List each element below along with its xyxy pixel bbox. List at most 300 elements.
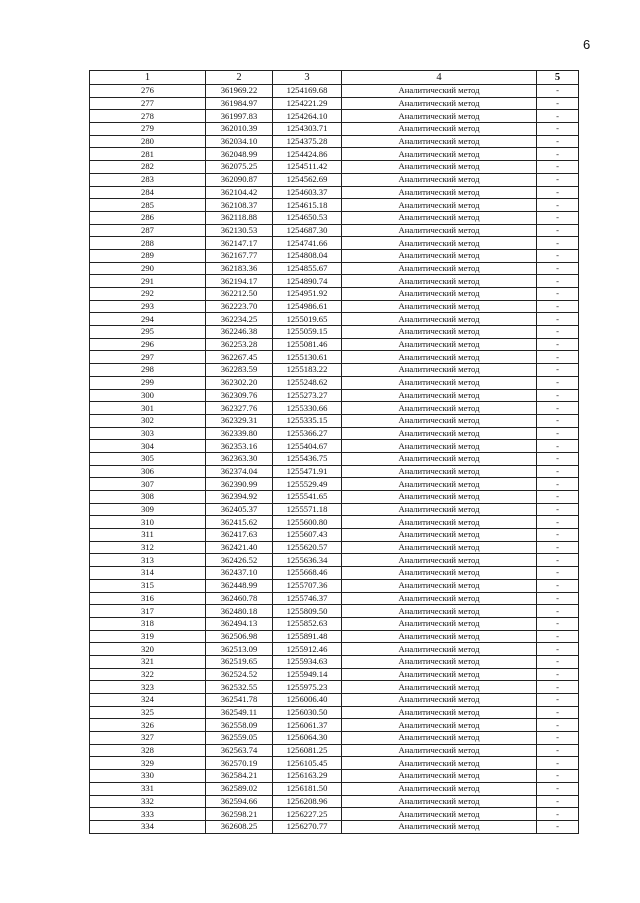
x-coordinate-cell: 362108.37 xyxy=(206,199,273,212)
method-cell: Аналитический метод xyxy=(342,440,537,453)
x-coordinate-cell: 362104.42 xyxy=(206,186,273,199)
table-row xyxy=(90,554,579,567)
table-row xyxy=(90,262,579,275)
method-cell: Аналитический метод xyxy=(342,554,537,567)
accuracy-cell: - xyxy=(537,148,579,161)
table-row xyxy=(90,389,579,402)
x-coordinate-cell: 362394.92 xyxy=(206,491,273,504)
point-number-cell: 315 xyxy=(90,579,206,592)
method-cell: Аналитический метод xyxy=(342,694,537,707)
table-row xyxy=(90,643,579,656)
point-number-cell: 283 xyxy=(90,173,206,186)
table-row xyxy=(90,592,579,605)
y-coordinate-cell: 1256181.50 xyxy=(273,782,342,795)
point-number-cell: 321 xyxy=(90,655,206,668)
method-cell: Аналитический метод xyxy=(342,173,537,186)
x-coordinate-cell: 362147.17 xyxy=(206,237,273,250)
table-row xyxy=(90,605,579,618)
table-row xyxy=(90,148,579,161)
table-row xyxy=(90,655,579,668)
point-number-cell: 327 xyxy=(90,732,206,745)
accuracy-cell: - xyxy=(537,795,579,808)
accuracy-cell: - xyxy=(537,351,579,364)
table-row xyxy=(90,668,579,681)
table-row xyxy=(90,770,579,783)
y-coordinate-cell: 1256270.77 xyxy=(273,820,342,833)
point-number-cell: 299 xyxy=(90,376,206,389)
accuracy-cell: - xyxy=(537,326,579,339)
x-coordinate-cell: 361984.97 xyxy=(206,97,273,110)
x-coordinate-cell: 362559.05 xyxy=(206,732,273,745)
accuracy-cell: - xyxy=(537,275,579,288)
table-row xyxy=(90,516,579,529)
point-number-cell: 295 xyxy=(90,326,206,339)
method-cell: Аналитический метод xyxy=(342,211,537,224)
y-coordinate-cell: 1255248.62 xyxy=(273,376,342,389)
x-coordinate-cell: 362448.99 xyxy=(206,579,273,592)
header-point-number: 1 xyxy=(90,71,206,85)
y-coordinate-cell: 1254808.04 xyxy=(273,249,342,262)
accuracy-cell: - xyxy=(537,135,579,148)
y-coordinate-cell: 1255541.65 xyxy=(273,491,342,504)
accuracy-cell: - xyxy=(537,706,579,719)
table-row xyxy=(90,326,579,339)
method-cell: Аналитический метод xyxy=(342,617,537,630)
method-cell: Аналитический метод xyxy=(342,744,537,757)
table-row xyxy=(90,681,579,694)
accuracy-cell: - xyxy=(537,567,579,580)
y-coordinate-cell: 1255436.75 xyxy=(273,452,342,465)
accuracy-cell: - xyxy=(537,376,579,389)
accuracy-cell: - xyxy=(537,770,579,783)
point-number-cell: 333 xyxy=(90,808,206,821)
table-row xyxy=(90,491,579,504)
point-number-cell: 297 xyxy=(90,351,206,364)
method-cell: Аналитический метод xyxy=(342,186,537,199)
point-number-cell: 310 xyxy=(90,516,206,529)
x-coordinate-cell: 362584.21 xyxy=(206,770,273,783)
accuracy-cell: - xyxy=(537,516,579,529)
x-coordinate-cell: 362541.78 xyxy=(206,694,273,707)
x-coordinate-cell: 362253.28 xyxy=(206,338,273,351)
accuracy-cell: - xyxy=(537,605,579,618)
method-cell: Аналитический метод xyxy=(342,579,537,592)
x-coordinate-cell: 362010.39 xyxy=(206,123,273,136)
y-coordinate-cell: 1255366.27 xyxy=(273,427,342,440)
y-coordinate-cell: 1254951.92 xyxy=(273,288,342,301)
y-coordinate-cell: 1254603.37 xyxy=(273,186,342,199)
table-row xyxy=(90,744,579,757)
table-row xyxy=(90,795,579,808)
y-coordinate-cell: 1255949.14 xyxy=(273,668,342,681)
x-coordinate-cell: 362090.87 xyxy=(206,173,273,186)
y-coordinate-cell: 1255668.46 xyxy=(273,567,342,580)
x-coordinate-cell: 362594.66 xyxy=(206,795,273,808)
accuracy-cell: - xyxy=(537,402,579,415)
x-coordinate-cell: 361969.22 xyxy=(206,85,273,98)
accuracy-cell: - xyxy=(537,630,579,643)
method-cell: Аналитический метод xyxy=(342,491,537,504)
method-cell: Аналитический метод xyxy=(342,402,537,415)
method-cell: Аналитический метод xyxy=(342,782,537,795)
x-coordinate-cell: 362309.76 xyxy=(206,389,273,402)
point-number-cell: 304 xyxy=(90,440,206,453)
accuracy-cell: - xyxy=(537,478,579,491)
y-coordinate-cell: 1256081.25 xyxy=(273,744,342,757)
y-coordinate-cell: 1255707.36 xyxy=(273,579,342,592)
accuracy-cell: - xyxy=(537,110,579,123)
method-cell: Аналитический метод xyxy=(342,364,537,377)
x-coordinate-cell: 362302.20 xyxy=(206,376,273,389)
x-coordinate-cell: 362598.21 xyxy=(206,808,273,821)
point-number-cell: 276 xyxy=(90,85,206,98)
method-cell: Аналитический метод xyxy=(342,427,537,440)
table-row xyxy=(90,808,579,821)
accuracy-cell: - xyxy=(537,414,579,427)
y-coordinate-cell: 1255852.63 xyxy=(273,617,342,630)
table-row xyxy=(90,694,579,707)
point-number-cell: 313 xyxy=(90,554,206,567)
x-coordinate-cell: 362183.36 xyxy=(206,262,273,275)
table-row xyxy=(90,617,579,630)
point-number-cell: 312 xyxy=(90,541,206,554)
accuracy-cell: - xyxy=(537,554,579,567)
point-number-cell: 323 xyxy=(90,681,206,694)
y-coordinate-cell: 1255746.37 xyxy=(273,592,342,605)
y-coordinate-cell: 1255809.50 xyxy=(273,605,342,618)
method-cell: Аналитический метод xyxy=(342,757,537,770)
point-number-cell: 322 xyxy=(90,668,206,681)
accuracy-cell: - xyxy=(537,300,579,313)
x-coordinate-cell: 362524.52 xyxy=(206,668,273,681)
table-row xyxy=(90,427,579,440)
method-cell: Аналитический метод xyxy=(342,148,537,161)
y-coordinate-cell: 1254264.10 xyxy=(273,110,342,123)
x-coordinate-cell: 362563.74 xyxy=(206,744,273,757)
y-coordinate-cell: 1255404.67 xyxy=(273,440,342,453)
table-row xyxy=(90,440,579,453)
y-coordinate-cell: 1254303.71 xyxy=(273,123,342,136)
x-coordinate-cell: 362480.18 xyxy=(206,605,273,618)
accuracy-cell: - xyxy=(537,237,579,250)
point-number-cell: 319 xyxy=(90,630,206,643)
method-cell: Аналитический метод xyxy=(342,770,537,783)
y-coordinate-cell: 1254615.18 xyxy=(273,199,342,212)
point-number-cell: 306 xyxy=(90,465,206,478)
table-row xyxy=(90,351,579,364)
accuracy-cell: - xyxy=(537,820,579,833)
method-cell: Аналитический метод xyxy=(342,249,537,262)
table-row xyxy=(90,186,579,199)
method-cell: Аналитический метод xyxy=(342,326,537,339)
point-number-cell: 282 xyxy=(90,161,206,174)
method-cell: Аналитический метод xyxy=(342,199,537,212)
table-row xyxy=(90,478,579,491)
table-row xyxy=(90,503,579,516)
x-coordinate-cell: 362212.50 xyxy=(206,288,273,301)
accuracy-cell: - xyxy=(537,313,579,326)
x-coordinate-cell: 362167.77 xyxy=(206,249,273,262)
method-cell: Аналитический метод xyxy=(342,414,537,427)
table-row xyxy=(90,782,579,795)
x-coordinate-cell: 362327.76 xyxy=(206,402,273,415)
method-cell: Аналитический метод xyxy=(342,630,537,643)
accuracy-cell: - xyxy=(537,85,579,98)
point-number-cell: 316 xyxy=(90,592,206,605)
method-cell: Аналитический метод xyxy=(342,820,537,833)
method-cell: Аналитический метод xyxy=(342,452,537,465)
page-number: 6 xyxy=(583,37,591,52)
x-coordinate-cell: 362267.45 xyxy=(206,351,273,364)
point-number-cell: 301 xyxy=(90,402,206,415)
x-coordinate-cell: 362589.02 xyxy=(206,782,273,795)
point-number-cell: 332 xyxy=(90,795,206,808)
table-row xyxy=(90,579,579,592)
y-coordinate-cell: 1254511.42 xyxy=(273,161,342,174)
y-coordinate-cell: 1255636.34 xyxy=(273,554,342,567)
point-number-cell: 290 xyxy=(90,262,206,275)
table-row xyxy=(90,161,579,174)
accuracy-cell: - xyxy=(537,643,579,656)
method-cell: Аналитический метод xyxy=(342,478,537,491)
x-coordinate-cell: 362549.11 xyxy=(206,706,273,719)
table-row xyxy=(90,224,579,237)
point-number-cell: 287 xyxy=(90,224,206,237)
method-cell: Аналитический метод xyxy=(342,706,537,719)
header-accuracy: 5 xyxy=(537,71,579,85)
table-row xyxy=(90,364,579,377)
table-row xyxy=(90,719,579,732)
y-coordinate-cell: 1255335.15 xyxy=(273,414,342,427)
accuracy-cell: - xyxy=(537,782,579,795)
accuracy-cell: - xyxy=(537,186,579,199)
y-coordinate-cell: 1254741.66 xyxy=(273,237,342,250)
y-coordinate-cell: 1256105.45 xyxy=(273,757,342,770)
point-number-cell: 311 xyxy=(90,529,206,542)
table-row xyxy=(90,529,579,542)
table-row xyxy=(90,452,579,465)
accuracy-cell: - xyxy=(537,224,579,237)
y-coordinate-cell: 1254687.30 xyxy=(273,224,342,237)
y-coordinate-cell: 1254375.28 xyxy=(273,135,342,148)
method-cell: Аналитический метод xyxy=(342,288,537,301)
table-row xyxy=(90,402,579,415)
x-coordinate-cell: 362532.55 xyxy=(206,681,273,694)
table-row xyxy=(90,541,579,554)
y-coordinate-cell: 1256030.50 xyxy=(273,706,342,719)
method-cell: Аналитический метод xyxy=(342,719,537,732)
point-number-cell: 325 xyxy=(90,706,206,719)
table-row xyxy=(90,199,579,212)
table-row xyxy=(90,123,579,136)
x-coordinate-cell: 362329.31 xyxy=(206,414,273,427)
point-number-cell: 280 xyxy=(90,135,206,148)
x-coordinate-cell: 362390.99 xyxy=(206,478,273,491)
method-cell: Аналитический метод xyxy=(342,643,537,656)
y-coordinate-cell: 1255273.27 xyxy=(273,389,342,402)
method-cell: Аналитический метод xyxy=(342,97,537,110)
y-coordinate-cell: 1255975.23 xyxy=(273,681,342,694)
x-coordinate-cell: 362570.19 xyxy=(206,757,273,770)
x-coordinate-cell: 362421.40 xyxy=(206,541,273,554)
method-cell: Аналитический метод xyxy=(342,123,537,136)
header-method: 4 xyxy=(342,71,537,85)
table-row xyxy=(90,237,579,250)
table-row xyxy=(90,110,579,123)
point-number-cell: 284 xyxy=(90,186,206,199)
point-number-cell: 324 xyxy=(90,694,206,707)
accuracy-cell: - xyxy=(537,249,579,262)
accuracy-cell: - xyxy=(537,529,579,542)
point-number-cell: 314 xyxy=(90,567,206,580)
point-number-cell: 289 xyxy=(90,249,206,262)
accuracy-cell: - xyxy=(537,364,579,377)
y-coordinate-cell: 1255183.22 xyxy=(273,364,342,377)
x-coordinate-cell: 362118.88 xyxy=(206,211,273,224)
y-coordinate-cell: 1254890.74 xyxy=(273,275,342,288)
method-cell: Аналитический метод xyxy=(342,503,537,516)
x-coordinate-cell: 362415.62 xyxy=(206,516,273,529)
method-cell: Аналитический метод xyxy=(342,668,537,681)
method-cell: Аналитический метод xyxy=(342,110,537,123)
point-number-cell: 291 xyxy=(90,275,206,288)
accuracy-cell: - xyxy=(537,719,579,732)
x-coordinate-cell: 362075.25 xyxy=(206,161,273,174)
accuracy-cell: - xyxy=(537,617,579,630)
method-cell: Аналитический метод xyxy=(342,516,537,529)
accuracy-cell: - xyxy=(537,808,579,821)
method-cell: Аналитический метод xyxy=(342,300,537,313)
accuracy-cell: - xyxy=(537,503,579,516)
x-coordinate-cell: 362374.04 xyxy=(206,465,273,478)
point-number-cell: 302 xyxy=(90,414,206,427)
point-number-cell: 296 xyxy=(90,338,206,351)
method-cell: Аналитический метод xyxy=(342,351,537,364)
y-coordinate-cell: 1254855.67 xyxy=(273,262,342,275)
table-row xyxy=(90,757,579,770)
header-x-coordinate: 2 xyxy=(206,71,273,85)
point-number-cell: 329 xyxy=(90,757,206,770)
point-number-cell: 294 xyxy=(90,313,206,326)
x-coordinate-cell: 362130.53 xyxy=(206,224,273,237)
accuracy-cell: - xyxy=(537,732,579,745)
y-coordinate-cell: 1255571.18 xyxy=(273,503,342,516)
x-coordinate-cell: 362234.25 xyxy=(206,313,273,326)
y-coordinate-cell: 1256227.25 xyxy=(273,808,342,821)
point-number-cell: 334 xyxy=(90,820,206,833)
point-number-cell: 303 xyxy=(90,427,206,440)
accuracy-cell: - xyxy=(537,452,579,465)
accuracy-cell: - xyxy=(537,123,579,136)
accuracy-cell: - xyxy=(537,655,579,668)
accuracy-cell: - xyxy=(537,465,579,478)
header-y-coordinate: 3 xyxy=(273,71,342,85)
point-number-cell: 288 xyxy=(90,237,206,250)
table-header xyxy=(90,71,579,85)
method-cell: Аналитический метод xyxy=(342,808,537,821)
table-row xyxy=(90,300,579,313)
method-cell: Аналитический метод xyxy=(342,338,537,351)
table-row xyxy=(90,211,579,224)
accuracy-cell: - xyxy=(537,427,579,440)
x-coordinate-cell: 362405.37 xyxy=(206,503,273,516)
accuracy-cell: - xyxy=(537,491,579,504)
x-coordinate-cell: 362460.78 xyxy=(206,592,273,605)
accuracy-cell: - xyxy=(537,757,579,770)
table-row xyxy=(90,173,579,186)
point-number-cell: 279 xyxy=(90,123,206,136)
table-row xyxy=(90,135,579,148)
y-coordinate-cell: 1255471.91 xyxy=(273,465,342,478)
point-number-cell: 277 xyxy=(90,97,206,110)
accuracy-cell: - xyxy=(537,541,579,554)
y-coordinate-cell: 1255019.65 xyxy=(273,313,342,326)
table-row xyxy=(90,567,579,580)
accuracy-cell: - xyxy=(537,173,579,186)
table-row xyxy=(90,275,579,288)
x-coordinate-cell: 362194.17 xyxy=(206,275,273,288)
x-coordinate-cell: 362608.25 xyxy=(206,820,273,833)
y-coordinate-cell: 1255600.80 xyxy=(273,516,342,529)
y-coordinate-cell: 1256163.29 xyxy=(273,770,342,783)
accuracy-cell: - xyxy=(537,288,579,301)
x-coordinate-cell: 362363.30 xyxy=(206,452,273,465)
method-cell: Аналитический метод xyxy=(342,605,537,618)
table-row xyxy=(90,414,579,427)
accuracy-cell: - xyxy=(537,338,579,351)
method-cell: Аналитический метод xyxy=(342,567,537,580)
accuracy-cell: - xyxy=(537,579,579,592)
point-number-cell: 309 xyxy=(90,503,206,516)
accuracy-cell: - xyxy=(537,592,579,605)
point-number-cell: 292 xyxy=(90,288,206,301)
y-coordinate-cell: 1254221.29 xyxy=(273,97,342,110)
accuracy-cell: - xyxy=(537,694,579,707)
accuracy-cell: - xyxy=(537,199,579,212)
point-number-cell: 281 xyxy=(90,148,206,161)
accuracy-cell: - xyxy=(537,389,579,402)
accuracy-cell: - xyxy=(537,440,579,453)
point-number-cell: 300 xyxy=(90,389,206,402)
point-number-cell: 307 xyxy=(90,478,206,491)
method-cell: Аналитический метод xyxy=(342,224,537,237)
y-coordinate-cell: 1255891.48 xyxy=(273,630,342,643)
x-coordinate-cell: 362353.16 xyxy=(206,440,273,453)
table-row xyxy=(90,732,579,745)
x-coordinate-cell: 361997.83 xyxy=(206,110,273,123)
table-row xyxy=(90,338,579,351)
table-row xyxy=(90,706,579,719)
method-cell: Аналитический метод xyxy=(342,592,537,605)
method-cell: Аналитический метод xyxy=(342,655,537,668)
x-coordinate-cell: 362494.13 xyxy=(206,617,273,630)
method-cell: Аналитический метод xyxy=(342,262,537,275)
point-number-cell: 320 xyxy=(90,643,206,656)
table-row xyxy=(90,97,579,110)
y-coordinate-cell: 1254650.53 xyxy=(273,211,342,224)
accuracy-cell: - xyxy=(537,668,579,681)
table-row xyxy=(90,630,579,643)
y-coordinate-cell: 1256064.30 xyxy=(273,732,342,745)
x-coordinate-cell: 362283.59 xyxy=(206,364,273,377)
point-number-cell: 305 xyxy=(90,452,206,465)
point-number-cell: 308 xyxy=(90,491,206,504)
accuracy-cell: - xyxy=(537,97,579,110)
accuracy-cell: - xyxy=(537,262,579,275)
table-row xyxy=(90,376,579,389)
point-number-cell: 326 xyxy=(90,719,206,732)
x-coordinate-cell: 362223.70 xyxy=(206,300,273,313)
